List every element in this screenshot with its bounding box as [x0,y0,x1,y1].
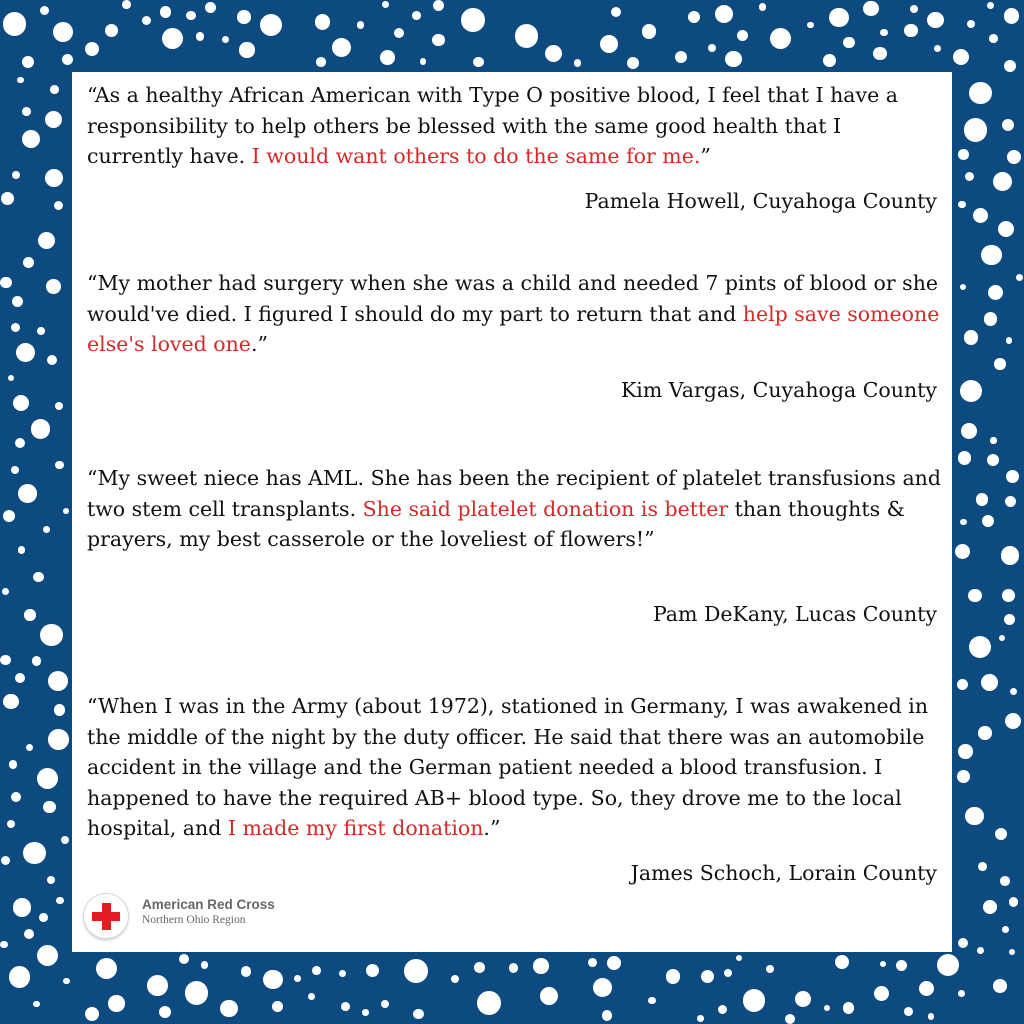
decorative-dot [988,285,1003,300]
decorative-dot [160,6,171,17]
quote-text: “My mother had surgery when she was a child and needed 7 pints of blood or she would've died. I figured I should do my part to return that and [87,271,939,326]
decorative-dot [7,820,15,828]
decorative-dot [807,22,813,28]
decorative-dot [38,232,55,249]
decorative-dot [413,1009,423,1019]
decorative-dot [63,978,70,985]
decorative-dot [607,956,621,970]
decorative-dot [1004,60,1016,72]
decorative-dot [26,744,33,751]
decorative-dot [958,149,968,159]
decorative-dot [0,941,8,949]
decorative-dot [863,1,879,17]
quote-text: “When I was in the Army (about 1972), stationed in Germany, I was awakened in the middle of the night by the duty officer. He said that there was an automobile accident in the village and the German patient needed a blood transfusion. I happened to have the required AB+ blood type. So, they drove me to the local hospital, and [87,694,929,840]
decorative-dot [159,1006,172,1019]
decorative-dot [978,726,991,739]
decorative-dot [40,624,63,647]
decorative-dot [43,801,55,813]
quote-highlight: help save someone else's loved one [87,301,940,356]
decorative-dot [185,981,208,1004]
decorative-dot [63,508,69,514]
decorative-dot [362,1009,368,1015]
decorative-dot [958,938,968,948]
decorative-dot [973,208,988,223]
decorative-dot [937,954,959,976]
decorative-dot [56,897,63,904]
decorative-dot [13,898,32,917]
decorative-dot [61,836,69,844]
decorative-dot [55,402,63,410]
decorative-dot [39,913,48,922]
decorative-dot [987,454,999,466]
decorative-dot [108,995,125,1012]
decorative-dot [55,461,63,469]
decorative-dot [263,970,282,989]
decorative-dot [239,42,254,57]
decorative-dot [611,7,621,17]
decorative-dot [724,969,732,977]
decorative-dot [961,423,977,439]
decorative-dot [357,21,364,28]
decorative-dot [33,1001,40,1008]
decorative-dot [737,30,748,41]
decorative-dot [47,355,57,365]
decorative-dot [53,22,73,42]
decorative-dot [602,1010,613,1021]
decorative-dot [990,437,996,443]
decorative-dot [983,900,997,914]
decorative-dot [1002,119,1014,131]
decorative-dot [593,978,612,997]
decorative-dot [451,975,459,983]
decorative-dot [54,704,66,716]
decorative-dot [45,111,63,129]
decorative-dot [958,744,972,758]
decorative-dot [205,2,216,13]
decorative-dot [1000,876,1010,886]
decorative-dot [896,960,907,971]
decorative-dot [708,44,716,52]
decorative-dot [998,221,1014,237]
testimonial-card [72,72,952,952]
decorative-dot [13,395,29,411]
decorative-dot [85,1007,99,1021]
decorative-dot [33,572,44,583]
decorative-dot [22,130,40,148]
decorative-dot [477,991,501,1015]
decorative-dot [31,419,51,439]
quote-closing: .” [250,332,268,356]
decorative-dot [1010,688,1017,695]
decorative-dot [934,45,941,52]
decorative-dot [23,257,34,268]
decorative-dot [461,8,485,32]
decorative-dot [37,945,58,966]
decorative-dot [574,59,582,67]
decorative-dot [627,57,639,69]
decorative-dot [22,107,31,116]
decorative-dot [420,58,426,64]
decorative-dot [743,989,766,1012]
decorative-dot [9,760,17,768]
decorative-dot [968,589,982,603]
decorative-dot [15,673,26,684]
decorative-dot [904,1007,913,1016]
red-cross-icon [84,894,128,938]
decorative-dot [1005,713,1021,729]
decorative-dot [874,986,889,1001]
testimonial-author-1: Pamela Howell, Cuyahoga County [584,189,937,213]
decorative-dot [220,1000,238,1018]
decorative-dot [545,45,562,62]
decorative-dot [957,679,968,690]
decorative-dot [17,77,24,84]
decorative-dot [958,990,965,997]
decorative-dot [24,609,35,620]
decorative-dot [1016,274,1023,281]
decorative-dot [795,991,811,1007]
decorative-dot [675,51,687,63]
quote-closing: than thoughts & prayers, my best casserole or the loveliest of flowers!” [87,496,905,551]
decorative-dot [433,0,444,11]
decorative-dot [11,466,19,474]
decorative-dot [540,987,558,1005]
decorative-dot [965,807,983,825]
decorative-dot [196,32,205,41]
decorative-dot [32,656,41,665]
decorative-dot [0,277,11,288]
decorative-dot [147,975,168,996]
decorative-dot [982,515,994,527]
decorative-dot [843,1002,855,1014]
decorative-dot [766,965,774,973]
decorative-dot [701,970,714,983]
decorative-dot [981,245,1002,266]
decorative-dot [981,674,998,691]
decorative-dot [993,979,1007,993]
testimonial-author-3: Pam DeKany, Lucas County [652,602,937,626]
decorative-dot [960,380,982,402]
decorative-dot [18,484,37,503]
decorative-dot [412,11,421,20]
decorative-dot [824,1005,830,1011]
decorative-dot [2,588,9,595]
decorative-dot [162,28,183,49]
decorative-dot [105,24,118,37]
decorative-dot [432,34,445,47]
decorative-dot [341,1002,350,1011]
decorative-dot [37,768,58,789]
red-cross-logo [84,890,384,942]
decorative-dot [880,961,886,967]
decorative-dot [237,10,250,23]
decorative-dot [3,694,19,710]
decorative-dot [96,958,117,979]
decorative-dot [47,876,55,884]
decorative-dot [978,862,987,871]
decorative-dot [715,5,733,23]
decorative-dot [1004,614,1015,625]
decorative-dot [965,172,975,182]
decorative-dot [201,961,209,969]
decorative-dot [960,284,966,290]
decorative-dot [953,49,969,65]
decorative-dot [989,34,998,43]
decorative-dot [829,8,849,28]
decorative-dot [48,729,69,750]
decorative-dot [515,24,538,47]
decorative-dot [382,1,389,8]
decorative-dot [919,981,934,996]
decorative-dot [294,975,301,982]
decorative-dot [984,312,997,325]
decorative-dot [474,962,485,973]
quote-closing: ” [700,144,711,168]
decorative-dot [969,82,992,105]
decorative-dot [967,20,975,28]
decorative-dot [958,451,972,465]
decorative-dot [1006,337,1012,343]
decorative-dot [316,57,325,66]
decorative-dot [958,201,965,208]
decorative-dot [533,958,549,974]
decorative-dot [995,828,1007,840]
decorative-dot [260,14,282,36]
decorative-dot [999,635,1005,641]
decorative-dot [1009,949,1015,955]
decorative-dot [16,343,36,363]
decorative-dot [0,655,10,665]
decorative-dot [1001,546,1020,565]
decorative-dot [54,201,63,210]
decorative-dot [904,24,918,38]
decorative-dot [18,546,25,553]
decorative-dot [1009,897,1018,906]
decorative-dot [12,171,20,179]
decorative-dot [122,0,131,9]
decorative-dot [366,964,379,977]
decorative-dot [241,966,251,976]
decorative-dot [976,493,989,506]
decorative-dot [843,37,855,49]
decorative-dot [1002,926,1009,933]
decorative-dot [835,955,849,969]
decorative-dot [1,856,10,865]
decorative-dot [394,28,404,38]
decorative-dot [759,3,766,10]
decorative-dot [339,970,346,977]
decorative-dot [509,963,519,973]
decorative-dot [272,1001,283,1012]
decorative-dot [24,929,34,939]
decorative-dot [473,57,484,68]
logo-organization-name: American Red Cross [142,897,275,912]
decorative-dot [725,51,741,67]
decorative-dot [910,5,918,13]
decorative-dot [11,792,21,802]
decorative-dot [46,279,61,294]
decorative-dot [23,842,46,865]
quote-closing: .” [483,816,501,840]
decorative-dot [600,35,618,53]
decorative-dot [179,954,189,964]
decorative-dot [928,1013,935,1020]
testimonial-quote-4 [87,72,942,844]
decorative-dot [1007,150,1021,164]
decorative-dot [85,42,99,56]
decorative-dot [12,296,23,307]
decorative-dot [15,438,25,448]
testimonial-author-2: Kim Vargas, Cuyahoga County [620,378,937,402]
decorative-dot [50,85,59,94]
quote-highlight: I would want others to do the same for me. [251,144,701,168]
decorative-dot [48,671,68,691]
decorative-dot [22,56,34,68]
decorative-dot [1004,8,1019,23]
decorative-dot [315,14,330,29]
decorative-dot [381,1000,389,1008]
decorative-dot [770,28,791,49]
decorative-dot [873,47,887,61]
decorative-dot [964,118,988,142]
decorative-dot [987,2,994,9]
quote-highlight: She said platelet donation is better [362,496,729,521]
decorative-dot [588,958,597,967]
decorative-dot [823,54,836,67]
decorative-dot [880,29,888,37]
quote-text: “My sweet niece has AML. She has been the recipient of platelet transfusions and two stem cell transplants. [87,466,942,521]
decorative-dot [642,24,657,39]
decorative-dot [1002,589,1015,602]
decorative-dot [312,966,321,975]
decorative-dot [957,770,970,783]
quote-highlight: I made my first donation [227,816,484,840]
decorative-dot [955,544,970,559]
decorative-dot [960,519,966,525]
testimonial-author-4: James Schoch, Lorain County [630,861,937,885]
decorative-dot [3,12,27,36]
decorative-dot [332,38,351,57]
decorative-dot [3,510,15,522]
decorative-dot [37,327,45,335]
logo-region-name: Northern Ohio Region [142,914,246,926]
decorative-dot [62,54,74,66]
decorative-dot [1006,470,1019,483]
decorative-dot [927,12,943,28]
decorative-dot [404,959,428,983]
decorative-dot [977,947,984,954]
decorative-dot [40,6,49,15]
decorative-dot [11,323,21,333]
decorative-dot [697,1015,704,1022]
decorative-dot [994,358,1005,369]
decorative-dot [964,330,978,344]
decorative-dot [380,50,395,65]
decorative-dot [222,36,229,43]
decorative-dot [993,172,1012,191]
quote-text: “As a healthy African American with Type O positive blood, I feel that I have a responsibility to help others be blessed with the same good health that I currently have. [87,83,898,168]
decorative-dot [736,955,742,961]
decorative-dot [9,966,30,987]
decorative-dot [8,375,14,381]
decorative-dot [1005,496,1016,507]
decorative-dot [969,636,991,658]
decorative-dot [186,11,195,20]
decorative-dot [688,11,700,23]
decorative-dot [43,526,50,533]
decorative-dot [308,993,315,1000]
decorative-dot [45,169,63,187]
decorative-dot [718,1005,727,1014]
decorative-dot [142,16,151,25]
decorative-dot [666,969,680,983]
decorative-dot [648,997,656,1005]
decorative-dot [785,1014,795,1024]
decorative-dot [1,192,14,205]
